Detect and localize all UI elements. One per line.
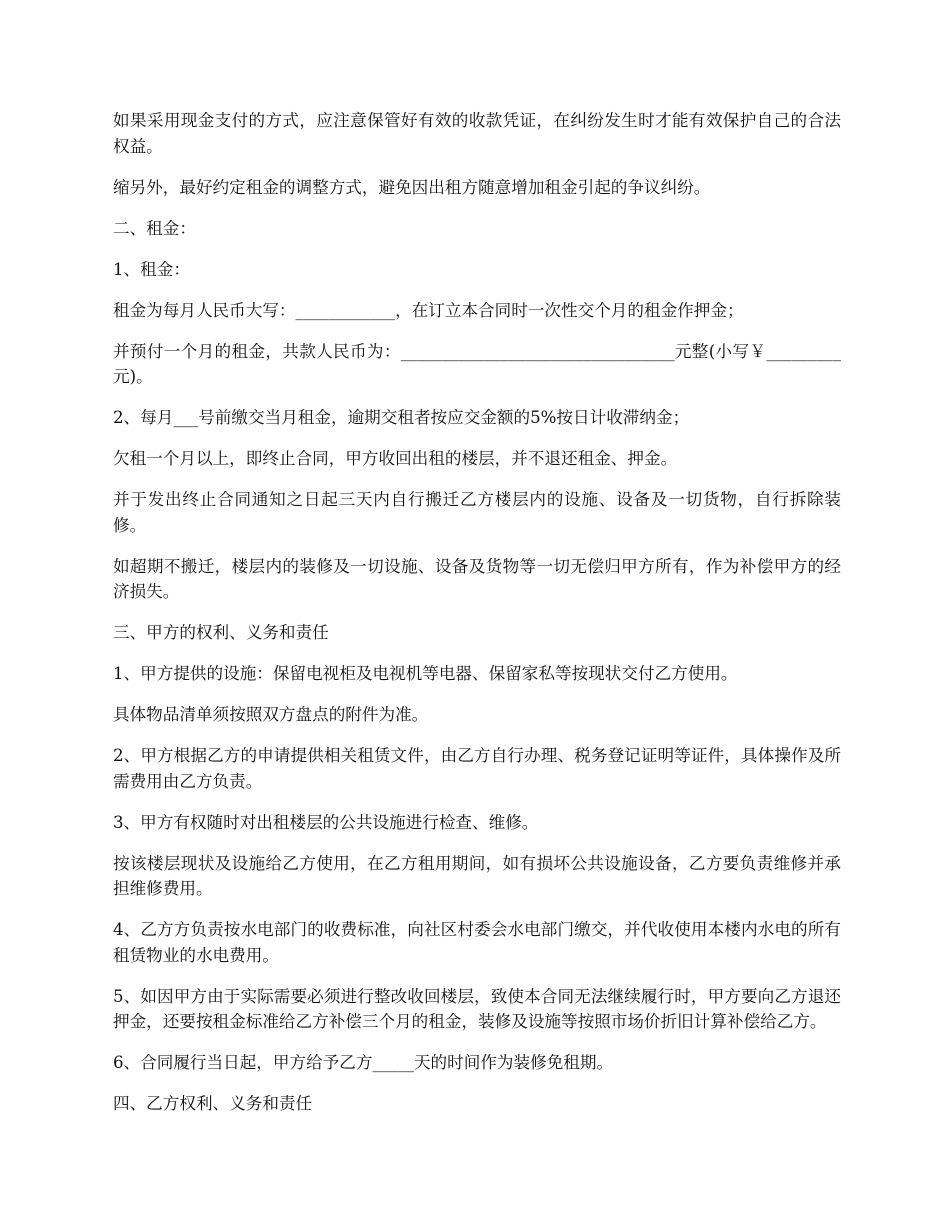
section-heading-party-a: 三、甲方的权利、义务和责任 (113, 623, 329, 642)
section-heading-rent: 二、租金： (113, 218, 196, 238)
section-heading-party-b: 四、乙方权利、义务和责任 (113, 1094, 313, 1113)
paragraph-arrears: 欠租一个月以上，即终止合同，甲方收回出租的楼层，并不退还租金、押金。 (113, 449, 678, 468)
paragraph-facility-maintenance: 按该楼层现状及设施给乙方使用，在乙方租用期间，如有损坏公共设施设备，乙方要负责维修并承担维修费用。 (113, 853, 841, 898)
paragraph-monthly-rent: 租金为每月人民币大写：____________，在订立本合同时一次性交个月的租金作押金； (113, 300, 744, 320)
paragraph-cash-payment: 如果采用现金支付的方式，应注意保管好有效的收款凭证，在纠纷发生时才能有效保护自己的合法权益。 (113, 111, 841, 156)
paragraph-rent-adjustment: 缩另外，最好约定租金的调整方式，避免因出租方随意增加租金引起的争议纠纷。 (113, 177, 711, 197)
paragraph-utilities: 4、乙方方负责按水电部门的收费标准，向社区村委会水电部门缴交，并代收使用本楼内水电的所有租赁物业的水电费用。 (113, 920, 841, 965)
paragraph-early-termination: 5、如因甲方由于实际需要必须进行整改收回楼层，致使本合同无法继续履行时，甲方要向乙方退还押金，还要按租金标准给乙方补偿三个月的租金，装修及设施等按照市场价折旧计算补偿给乙方。 (113, 986, 841, 1031)
paragraph-inspection-rights: 3、甲方有权随时对出租楼层的公共设施进行检查、维修。 (113, 812, 539, 832)
paragraph-rent-free-period: 6、合同履行当日起，甲方给予乙方_____天的时间作为装修免租期。 (113, 1053, 614, 1072)
paragraph-overdue-relocation: 如超期不搬迁，楼层内的装修及一切设施、设备及货物等一切无偿归甲方所有，作为补偿甲方的经济损失。 (113, 556, 841, 601)
paragraph-payment-due: 2、每月___号前缴交当月租金，逾期交租者按应交金额的5%按日计收滞纳金； (113, 408, 690, 427)
paragraph-relocation: 并于发出终止合同通知之日起三天内自行搬迁乙方楼层内的设施、设备及一切货物，自行拆除装修。 (113, 490, 841, 535)
paragraph-party-a-facilities: 1、甲方提供的设施：保留电视柜及电视机等电器、保留家私等按现状交付乙方使用。 (113, 664, 738, 683)
paragraph-prepayment: 并预付一个月的租金，共款人民币为：_________________________________元整(小写￥_________元)。 (113, 341, 841, 386)
document-page (113, 108, 841, 1132)
subheading-rent: 1、租金： (113, 259, 190, 279)
paragraph-inventory-list: 具体物品清单须按照双方盘点的附件为准。 (113, 705, 429, 724)
paragraph-lease-documents: 2、甲方根据乙方的申请提供相关租赁文件，由乙方自行办理、税务登记证明等证件，具体操作及所需费用由乙方负责。 (113, 746, 841, 791)
